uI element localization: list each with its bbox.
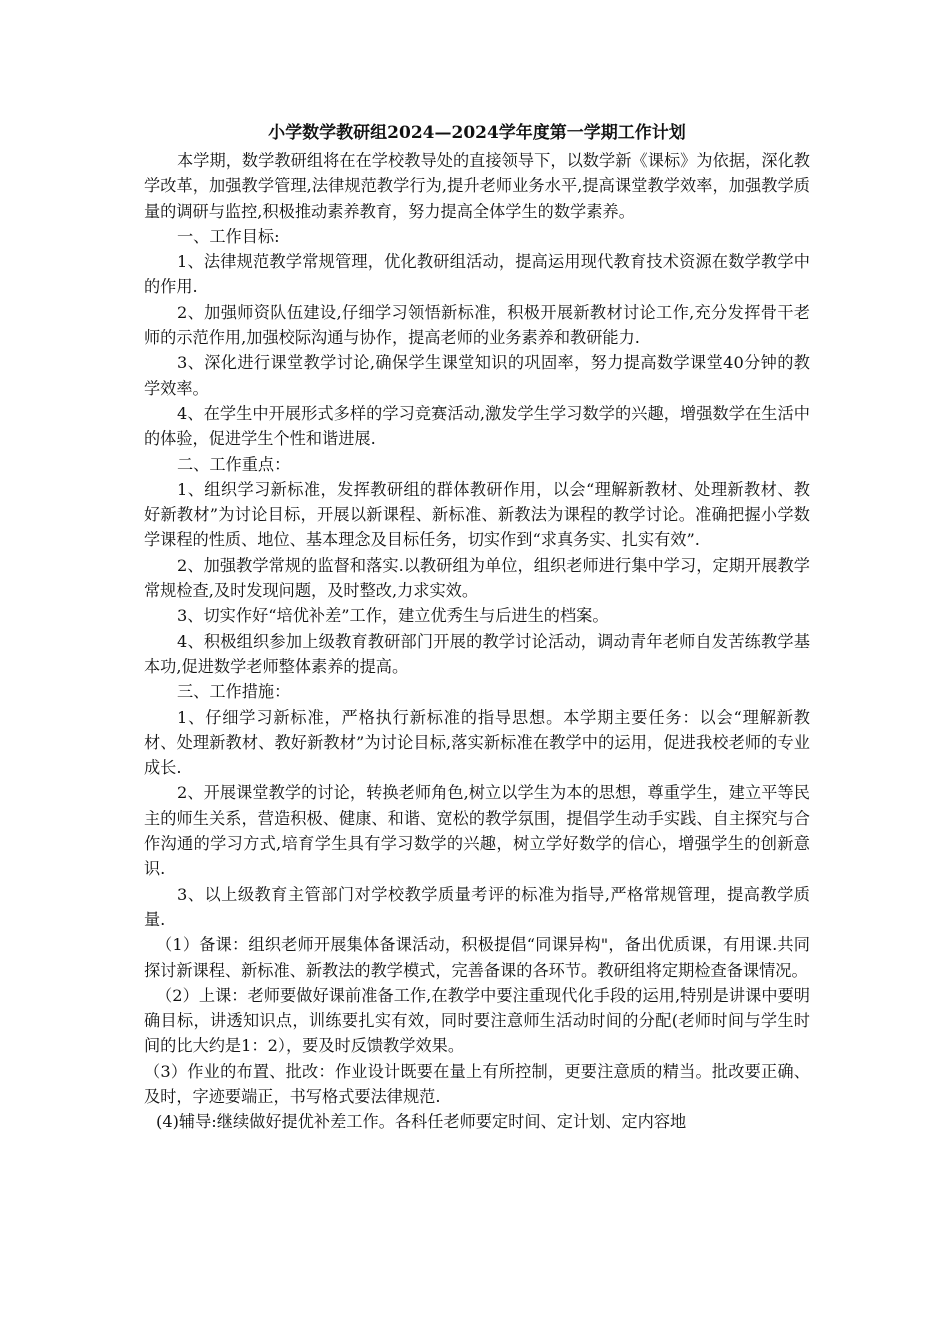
paragraph: （3）作业的布置、批改：作业设计既要在量上有所控制，更要注意质的精当。批改要正确、及时，字迹要端正，书写格式要法律规范. [144,1061,810,1106]
paragraph: （1）备课：组织老师开展集体备课活动，积极提倡“同课异构"，备出优质课，有用课.共同探讨新课程、新标准、新教法的教学模式，完善备课的各环节。教研组将定期检查备课情况。 [144,935,810,980]
paragraph: 2、加强师资队伍建设,仔细学习领悟新标准，积极开展新教材讨论工作,充分发挥骨干老师的示范作用,加强校际沟通与协作，提高老师的业务素养和教研能力. [144,302,810,348]
section-heading-goals: 一、工作目标: [177,226,280,246]
paragraph: 本学期，数学教研组将在在学校教导处的直接领导下，以数学新《课标》为依据，深化教学改革，加强教学管理,法律规范教学行为,提升老师业务水平,提高课堂教学效率，加强教学质量的调研与监控,积极推动素养教育，努力提高全体学生的数学素养。 [144,151,810,221]
paragraph: 1、法律规范教学常规管理，优化教研组活动，提高运用现代教育技术资源在数学教学中的作用. [144,252,810,297]
document-title: 小学数学教研组2024—2024学年度第一学期工作计划 [268,123,686,143]
paragraph: 1、组织学习新标准，发挥教研组的群体教研作用，以会“理解新教材、处理新教材、教好新教材”为讨论目标，开展以新课程、新标准、新教法为课程的教学讨论。准确把握小学数学课程的性质、地位、基本理念及目标任务，切实作到“求真务实、扎实有效”. [144,479,810,550]
paragraph: 4、积极组织参加上级教育教研部门开展的教学讨论活动，调动青年老师自发苦练教学基本功,促进数学老师整体素养的提高。 [144,631,810,676]
paragraph: 3、深化进行课堂教学讨论,确保学生课堂知识的巩固率，努力提高数学课堂40分钟的教学效率。 [144,353,810,398]
document-body [144,148,810,1135]
document-page [144,118,810,1135]
paragraph: （2）上课：老师要做好课前准备工作,在教学中要注重现代化手段的运用,特别是讲课中要明确目标，讲透知识点，训练要扎实有效，同时要注意师生活动时间的分配(老师时间与学生时间的比大约是1：2），要及时反馈教学效果。 [144,985,810,1056]
paragraph: 4、在学生中开展形式多样的学习竞赛活动,激发学生学习数学的兴趣，增强数学在生活中的体验，促进学生个性和谐进展. [144,403,810,449]
section-heading-measures: 三、工作措施： [177,682,291,702]
paragraph: 1、仔细学习新标准，严格执行新标准的指导思想。本学期主要任务：以会“理解新教材、处理新教材、教好新教材”为讨论目标,落实新标准在教学中的运用，促进我校老师的专业成长. [144,707,810,778]
paragraph: 2、加强教学常规的监督和落实.以教研组为单位，组织老师进行集中学习，定期开展教学常规检查,及时发现问题，及时整改,力求实效。 [144,555,810,601]
paragraph: 2、开展课堂教学的讨论，转换老师角色,树立以学生为本的思想，尊重学生，建立平等民主的师生关系，营造积极、健康、和谐、宽松的教学氛围，提倡学生动手实践、自主探究与合作沟通的学习方式,培育学生具有学习数学的兴趣，树立学好数学的信心，增强学生的创新意识. [144,783,810,879]
paragraph: 3、以上级教育主管部门对学校教学质量考评的标准为指导,严格常规管理，提高教学质量. [144,884,810,929]
paragraph: 3、切实作好“培优补差”工作，建立优秀生与后进生的档案。 [177,606,609,626]
paragraph: (4)辅导:继续做好提优补差工作。各科任老师要定时间、定计划、定内容地 [156,1112,687,1132]
section-heading-focus: 二、工作重点： [177,454,291,474]
